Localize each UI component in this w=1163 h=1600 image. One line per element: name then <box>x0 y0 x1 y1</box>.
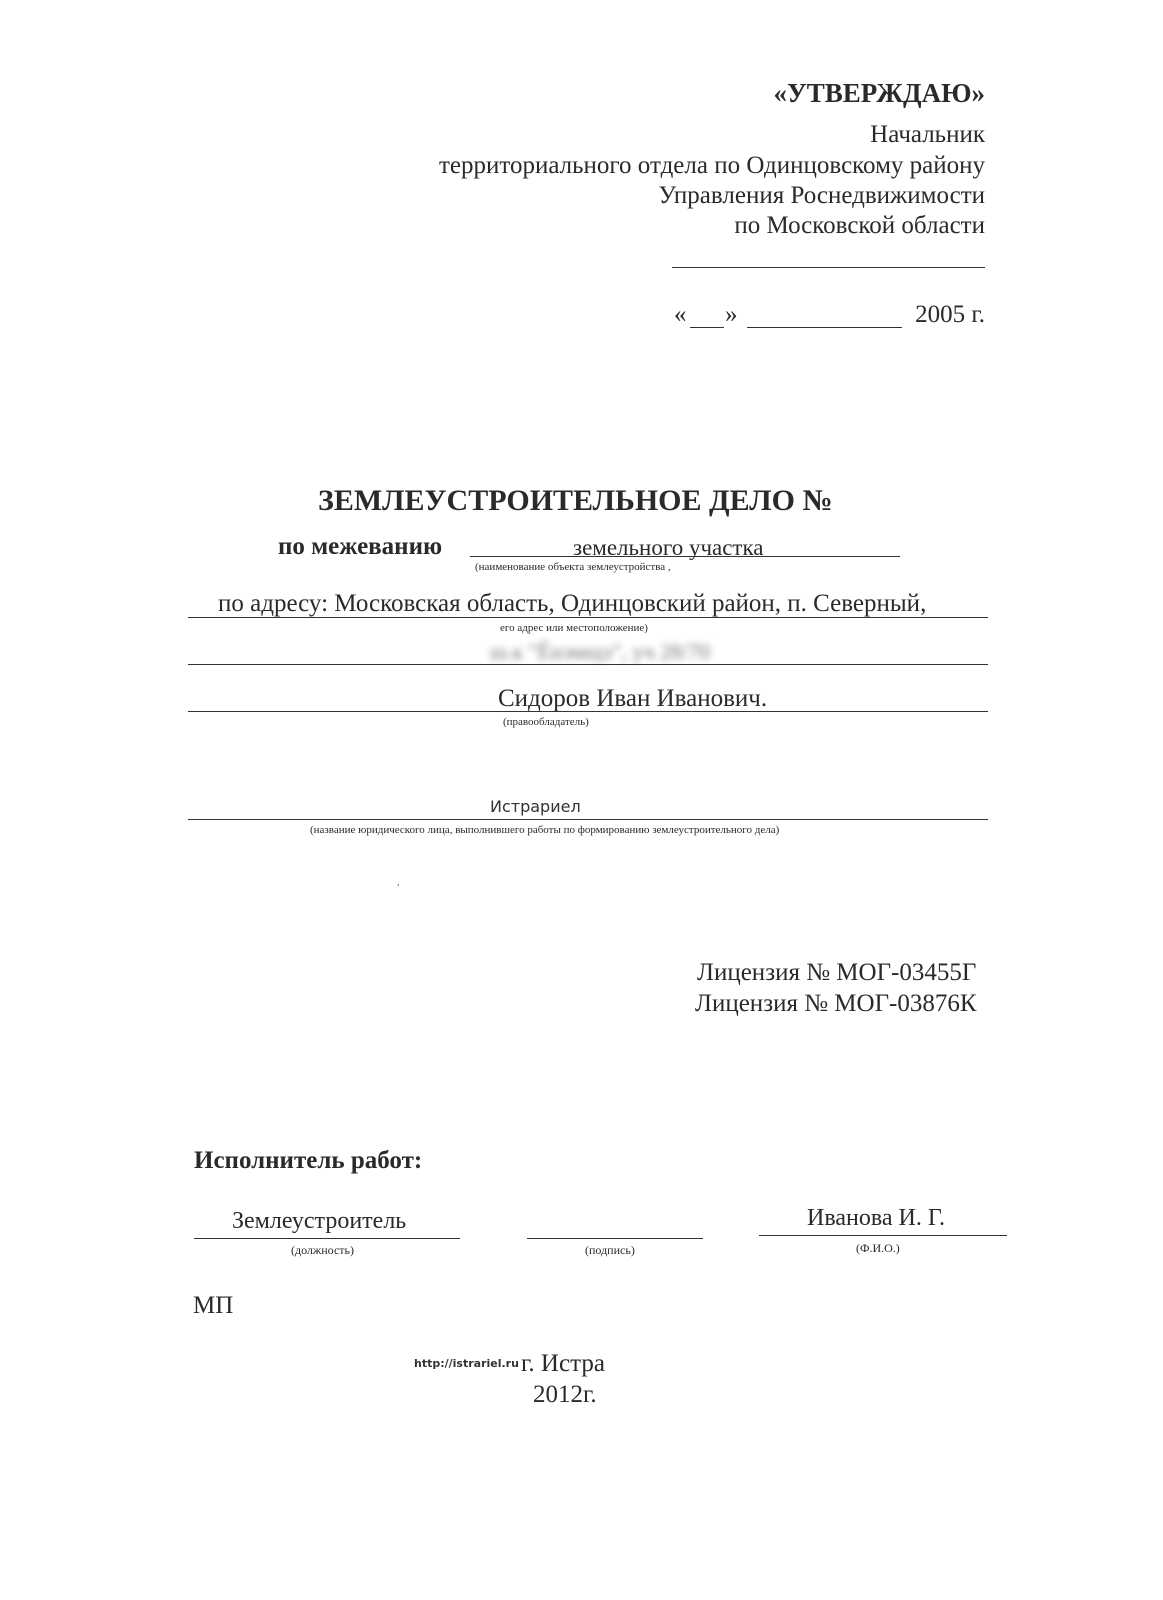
survey-value: земельного участка <box>573 535 764 560</box>
address-line <box>188 617 988 618</box>
address-line-2 <box>188 664 988 665</box>
approval-line-1: Начальник <box>870 121 985 148</box>
stray-mark: , <box>397 876 400 888</box>
contractor-caption: (название юридического лица, выполнившего работы по формированию землеустроительного дела) <box>310 824 780 836</box>
approval-signature-line <box>672 267 985 268</box>
approval-line-2: территориального отдела по Одинцовскому району <box>438 152 985 179</box>
owner-caption: (правообладатель) <box>503 716 589 728</box>
address-value: по адресу: Московская область, Одинцовский район, п. Северный, <box>218 590 927 617</box>
date-close-quote: » <box>725 301 738 328</box>
date-month-blank <box>747 327 902 328</box>
contractor-name: Истрариел <box>490 797 581 816</box>
date-day-blank <box>690 327 724 328</box>
owner-line <box>188 711 988 712</box>
executor-position: Землеустроитель <box>232 1208 407 1234</box>
contractor-line <box>188 819 988 820</box>
footer-url: http://istrariel.ru <box>414 1357 519 1370</box>
date-year: 2005 г. <box>915 301 985 328</box>
executor-signature-line <box>527 1238 703 1239</box>
license-1: Лицензия № МОГ-03455Г <box>697 959 977 986</box>
executor-signature-caption: (подпись) <box>585 1243 635 1257</box>
date-open-quote: « <box>674 301 687 328</box>
license-2: Лицензия № МОГ-03876К <box>695 990 977 1017</box>
stamp-placeholder: МП <box>193 1292 234 1319</box>
footer-year: 2012г. <box>533 1381 597 1408</box>
address-caption: его адрес или местоположение) <box>500 622 648 634</box>
owner-name: Сидоров Иван Иванович. <box>498 685 768 712</box>
address-blurred-detail: ш.к "Ёнэмщэ", уч 28/70 <box>490 639 711 664</box>
executor-name-line <box>759 1235 1007 1236</box>
survey-caption: (наименование объекта землеустройства , <box>475 561 671 573</box>
executor-name: Иванова И. Г. <box>807 1205 946 1231</box>
approval-line-4: по Московской области <box>734 212 985 239</box>
executor-name-caption: (Ф.И.О.) <box>856 1241 900 1255</box>
approval-line-3: Управления Роснедвижимости <box>658 182 985 209</box>
executor-position-caption: (должность) <box>291 1243 354 1257</box>
document-title: ЗЕМЛЕУСТРОИТЕЛЬНОЕ ДЕЛО № <box>318 484 833 517</box>
approval-title: «УТВЕРЖДАЮ» <box>773 78 985 108</box>
footer-city: г. Истра <box>521 1350 605 1377</box>
survey-label: по межеванию <box>278 533 443 560</box>
executor-label: Исполнитель работ: <box>194 1147 423 1174</box>
executor-position-line <box>194 1238 460 1239</box>
